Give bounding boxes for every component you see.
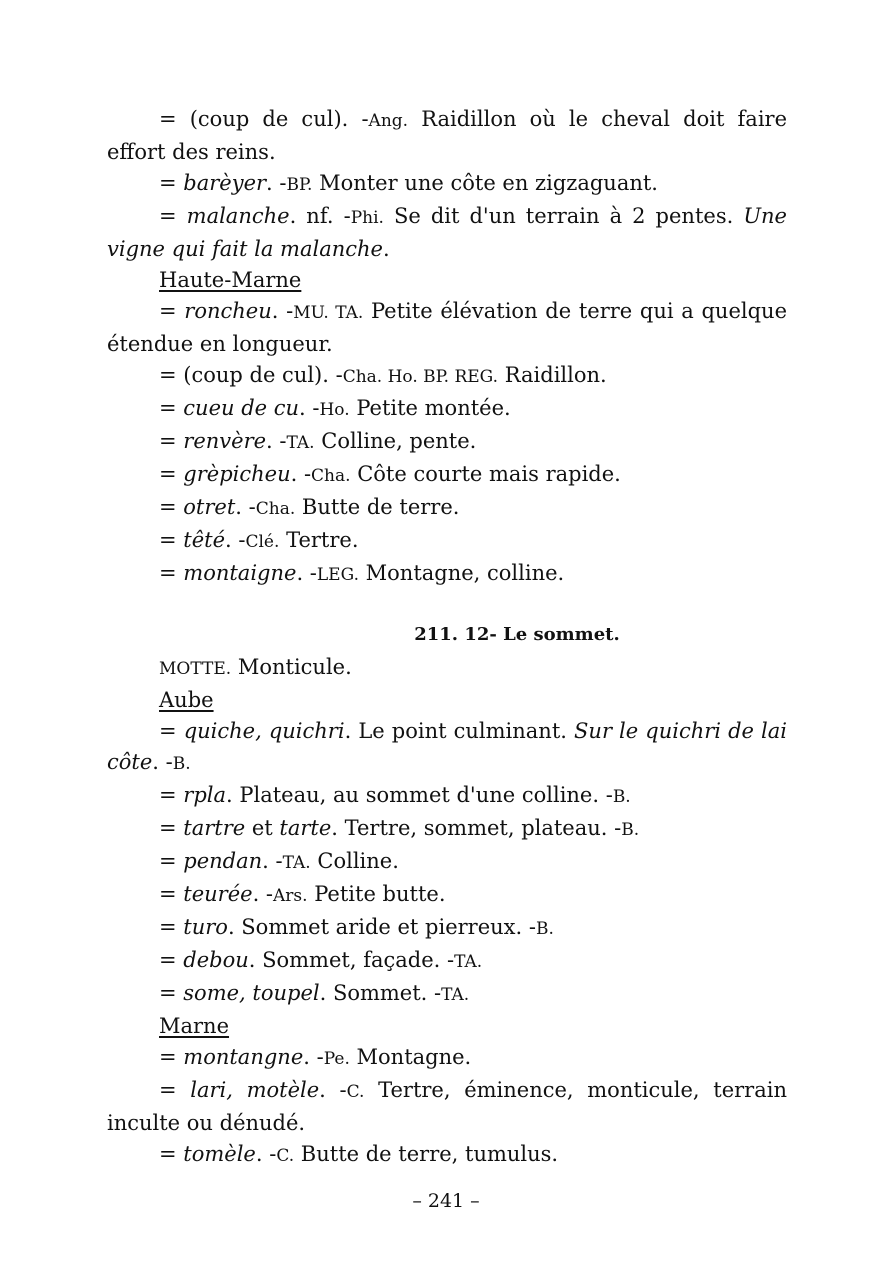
entry-renvere: = renvère. -TA. Colline, pente. bbox=[159, 429, 477, 453]
entry-malanche: = malanche. nf. -Phi. Se dit d'un terrain à 2 pentes. Une vigne qui fait la malanche. bbox=[107, 204, 787, 261]
region-haute-marne: Haute-Marne bbox=[159, 268, 302, 292]
page-body bbox=[107, 104, 787, 1172]
entry-tartre: = tartre et tarte. Tertre, sommet, plateau. -B. bbox=[159, 816, 640, 840]
entry-tomele: = tomèle. -C. Butte de terre, tumulus. bbox=[159, 1142, 559, 1166]
page-number: – 241 – bbox=[412, 1190, 480, 1212]
region-aube: Aube bbox=[159, 688, 214, 712]
entry-roncheu: = roncheu. -MU. TA. Petite élévation de terre qui a quelque étendue en longueur. bbox=[107, 299, 787, 356]
entry-pendan: = pendan. -TA. Colline. bbox=[159, 849, 399, 873]
entry-quiche: = quiche, quichri. Le point culminant. Sur le quichri de lai côte. -B. bbox=[107, 719, 787, 774]
region-marne: Marne bbox=[159, 1014, 230, 1038]
entry-turo: = turo. Sommet aride et pierreux. -B. bbox=[159, 915, 554, 939]
section-heading: 211. 12- Le sommet. bbox=[414, 624, 620, 645]
entry-otret: = otret. -Cha. Butte de terre. bbox=[159, 495, 460, 519]
entry-bareyer: = barèyer. -BP. Monter une côte en zigzaguant. bbox=[159, 171, 658, 195]
entry-coup-de-cul-cha: = (coup de cul). -Cha. Ho. BP. REG. Raidillon. bbox=[159, 363, 607, 387]
entry-rpla: = rpla. Plateau, au sommet d'une colline. -B. bbox=[159, 783, 631, 807]
entry-grepicheu: = grèpicheu. -Cha. Côte courte mais rapide. bbox=[159, 462, 621, 486]
entry-montaigne: = montaigne. -LEG. Montagne, colline. bbox=[159, 561, 565, 585]
entry-cueu-de-cu: = cueu de cu. -Ho. Petite montée. bbox=[159, 396, 511, 420]
entry-motte: MOTTE. Monticule. bbox=[159, 655, 352, 679]
entry-tete: = têté. -Clé. Tertre. bbox=[159, 528, 359, 552]
entry-lari: = lari, motèle. -C. Tertre, éminence, monticule, terrain inculte ou dénudé. bbox=[107, 1078, 787, 1135]
entry-debou: = debou. Sommet, façade. -TA. bbox=[159, 948, 483, 972]
entry-teuree: = teurée. -Ars. Petite butte. bbox=[159, 882, 446, 906]
entry-coup-de-cul-ang: = (coup de cul). -Ang. Raidillon où le cheval doit faire effort des reins. bbox=[107, 107, 788, 164]
entry-some: = some, toupel. Sommet. -TA. bbox=[159, 981, 470, 1005]
entry-montangne: = montangne. -Pe. Montagne. bbox=[159, 1045, 472, 1069]
